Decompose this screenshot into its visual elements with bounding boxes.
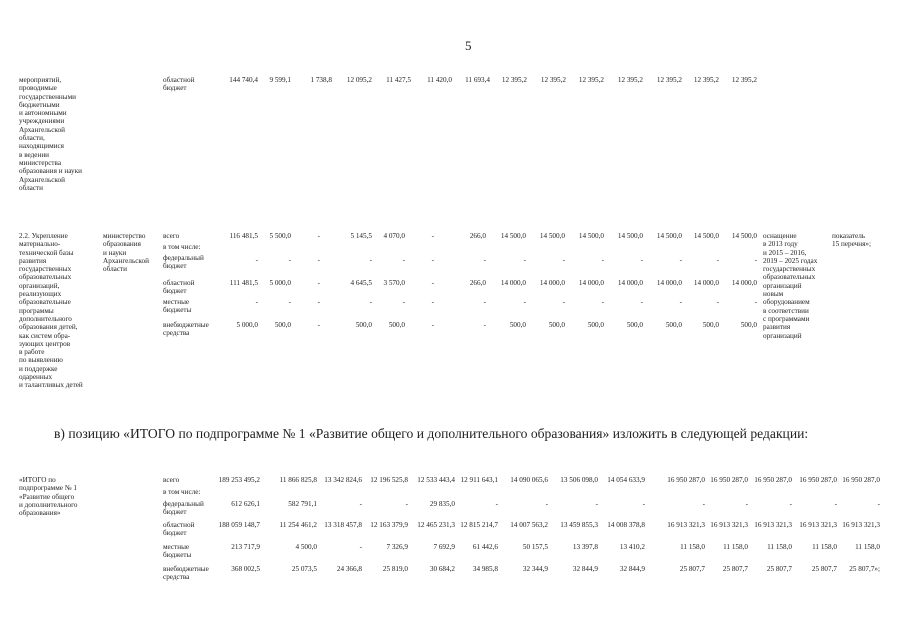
- row1-value-cell: 9 599,1: [269, 76, 291, 84]
- row2-value-cell: 14 000,0: [693, 279, 719, 287]
- row2-value-cell: -: [369, 256, 372, 264]
- row2-value-cell: 500,0: [355, 321, 372, 329]
- total-value-cell: 213 717,9: [231, 543, 260, 551]
- row2-source-local: местные бюджеты: [163, 298, 192, 315]
- total-source-local: местные бюджеты: [163, 543, 192, 560]
- total-value-cell: 14 007 563,2: [510, 521, 548, 529]
- row1-name: мероприятий, проводимые государственными бюджетными и автономными учреждениями Архангельской области, находящимися в ведении министерства образования и науки Архангельской области: [19, 76, 82, 192]
- total-value-cell: 12 911 643,1: [460, 476, 498, 484]
- row2-value-cell: 500,0: [665, 321, 682, 329]
- total-value-cell: 11 158,0: [723, 543, 748, 551]
- total-value-cell: 16 913 321,3: [667, 521, 705, 529]
- row1-value-cell: 12 395,2: [540, 76, 566, 84]
- row2-value-cell: -: [562, 256, 565, 264]
- total-value-cell: 13 342 824,6: [324, 476, 362, 484]
- row1-value-cell: 12 095,2: [346, 76, 372, 84]
- row2-value-cell: 500,0: [388, 321, 405, 329]
- total-value-cell: -: [877, 500, 880, 508]
- total-value-cell: 14 090 065,6: [510, 476, 548, 484]
- row2-value-cell: 500,0: [702, 321, 719, 329]
- row1-value-cell: 12 395,2: [617, 76, 643, 84]
- row2-value-cell: -: [640, 256, 643, 264]
- row1-value-cell: 12 395,2: [578, 76, 604, 84]
- total-source-extrabudget: внебюджетные средства: [163, 565, 209, 582]
- total-value-cell: 11 158,0: [680, 543, 705, 551]
- row2-source-incl: в том числе:: [163, 243, 201, 251]
- row2-source-federal: федеральный бюджет: [163, 254, 204, 271]
- page-number: 5: [465, 38, 472, 53]
- total-value-cell: -: [595, 500, 598, 508]
- row2-value-cell: -: [402, 256, 405, 264]
- row2-value-cell: -: [317, 232, 320, 240]
- row2-value-cell: 500,0: [548, 321, 565, 329]
- total-value-cell: 29 835,0: [429, 500, 455, 508]
- total-value-cell: 32 344,9: [522, 565, 548, 573]
- row2-executor: министерство образования и науки Архангельской области: [103, 232, 149, 274]
- row2-value-cell: 14 500,0: [656, 232, 682, 240]
- total-value-cell: 14 054 633,9: [607, 476, 645, 484]
- total-value-cell: -: [702, 500, 705, 508]
- row2-value-cell: 14 500,0: [539, 232, 565, 240]
- row2-value-cell: 14 000,0: [656, 279, 682, 287]
- total-value-cell: 11 158,0: [855, 543, 880, 551]
- total-value-cell: 7 326,9: [386, 543, 408, 551]
- row2-value-cell: 3 570,0: [383, 279, 405, 287]
- row2-value-cell: 14 000,0: [731, 279, 757, 287]
- row2-value-cell: -: [601, 298, 604, 306]
- row2-value-cell: 4 070,0: [383, 232, 405, 240]
- row1-source: областной бюджет: [163, 76, 195, 93]
- row2-value-cell: 111 481,5: [229, 279, 258, 287]
- row2-value-cell: 5 500,0: [269, 232, 291, 240]
- total-source-federal: федеральный бюджет: [163, 500, 204, 517]
- row1-value-cell: 11 420,0: [427, 76, 452, 84]
- total-value-cell: 11 158,0: [812, 543, 837, 551]
- total-value-cell: 12 533 443,4: [417, 476, 455, 484]
- row2-value-cell: -: [431, 256, 434, 264]
- total-value-cell: 188 059 148,7: [218, 521, 260, 529]
- row2-value-cell: 14 500,0: [578, 232, 604, 240]
- total-value-cell: 25 807,7: [811, 565, 837, 573]
- row2-value-cell: -: [431, 321, 434, 329]
- row1-value-cell: 12 395,2: [731, 76, 757, 84]
- total-value-cell: 34 985,8: [472, 565, 498, 573]
- total-value-cell: 13 410,2: [619, 543, 645, 551]
- total-value-cell: -: [545, 500, 548, 508]
- total-value-cell: 16 913 321,3: [754, 521, 792, 529]
- row1-value-cell: 12 395,2: [501, 76, 527, 84]
- total-value-cell: 11 158,0: [767, 543, 792, 551]
- total-value-cell: 16 950 287,0: [710, 476, 748, 484]
- row2-value-cell: -: [255, 256, 258, 264]
- row2-value-cell: 5 145,5: [350, 232, 372, 240]
- row2-value-cell: -: [483, 256, 486, 264]
- row2-source-all: всего: [163, 232, 180, 240]
- total-source-all: всего: [163, 476, 180, 484]
- row1-value-cell: 11 427,5: [386, 76, 411, 84]
- total-value-cell: 25 807,7»;: [849, 565, 880, 573]
- row2-value-cell: 4 645,5: [350, 279, 372, 287]
- total-value-cell: -: [359, 500, 362, 508]
- total-value-cell: 12 465 231,3: [417, 521, 455, 529]
- total-value-cell: -: [359, 543, 362, 551]
- row1-value-cell: 12 395,2: [656, 76, 682, 84]
- total-value-cell: 11 866 825,8: [279, 476, 317, 484]
- total-value-cell: -: [642, 500, 645, 508]
- total-value-cell: -: [495, 500, 498, 508]
- total-source-incl: в том числе:: [163, 488, 201, 496]
- row2-value-cell: -: [754, 298, 757, 306]
- row2-value-cell: 14 000,0: [617, 279, 643, 287]
- row2-value-cell: -: [317, 279, 320, 287]
- total-value-cell: 13 397,8: [572, 543, 598, 551]
- total-value-cell: 25 073,5: [291, 565, 317, 573]
- total-value-cell: 368 002,5: [231, 565, 260, 573]
- row2-value-cell: -: [317, 256, 320, 264]
- total-value-cell: -: [834, 500, 837, 508]
- row2-value-cell: -: [255, 298, 258, 306]
- row2-value-cell: 266,0: [469, 232, 486, 240]
- row2-value-cell: 266,0: [469, 279, 486, 287]
- total-value-cell: 4 500,0: [295, 543, 317, 551]
- row2-value-cell: -: [640, 298, 643, 306]
- row2-value-cell: -: [601, 256, 604, 264]
- row2-value-cell: -: [483, 321, 486, 329]
- row1-value-cell: 11 693,4: [465, 76, 490, 84]
- row2-source-regional: областной бюджет: [163, 279, 195, 296]
- row2-value-cell: 116 481,5: [229, 232, 258, 240]
- row2-value-cell: 5 000,0: [236, 321, 258, 329]
- row2-name: 2.2. Укрепление материально- технической базы развития государственных образовательных организаций, реализующих образовательные программы дополнительного образования детей, как систем обра- зующих центров в работе по выявлению и поддержке одаренных и талантливых детей: [19, 232, 83, 390]
- row2-value-cell: -: [288, 298, 291, 306]
- total-value-cell: 12 815 214,7: [460, 521, 498, 529]
- row2-value-cell: 500,0: [509, 321, 526, 329]
- total-value-cell: 13 459 855,3: [560, 521, 598, 529]
- row2-value-cell: 14 000,0: [539, 279, 565, 287]
- total-value-cell: 13 506 098,0: [560, 476, 598, 484]
- row2-result: оснащение в 2013 году и 2015 – 2016, 2019 – 2025 годах государственных образовательных организаций новым оборудованием в соответствии с программами развития организаций: [763, 232, 818, 340]
- total-value-cell: -: [789, 500, 792, 508]
- total-value-cell: 612 626,1: [231, 500, 260, 508]
- row2-value-cell: -: [288, 256, 291, 264]
- total-value-cell: -: [405, 500, 408, 508]
- total-value-cell: 14 008 378,8: [607, 521, 645, 529]
- row1-value-cell: 12 395,2: [693, 76, 719, 84]
- row2-value-cell: 14 500,0: [693, 232, 719, 240]
- total-value-cell: 12 196 525,8: [370, 476, 408, 484]
- row2-value-cell: 500,0: [626, 321, 643, 329]
- total-value-cell: 25 807,7: [679, 565, 705, 573]
- total-value-cell: 16 913 321,3: [799, 521, 837, 529]
- total-value-cell: 32 844,9: [572, 565, 598, 573]
- total-value-cell: 16 950 287,0: [754, 476, 792, 484]
- total-value-cell: 12 163 379,9: [370, 521, 408, 529]
- total-value-cell: 16 913 321,3: [842, 521, 880, 529]
- row2-value-cell: 5 000,0: [269, 279, 291, 287]
- row2-value-cell: -: [523, 256, 526, 264]
- total-value-cell: 61 442,6: [472, 543, 498, 551]
- row2-value-cell: -: [716, 298, 719, 306]
- total-name: «ИТОГО по подпрограмме № 1 «Развитие общего и дополнительного образования»: [19, 476, 78, 518]
- row2-value-cell: -: [317, 298, 320, 306]
- row2-value-cell: -: [562, 298, 565, 306]
- row2-value-cell: -: [369, 298, 372, 306]
- row2-value-cell: -: [431, 232, 434, 240]
- total-value-cell: 16 950 287,0: [842, 476, 880, 484]
- row2-value-cell: -: [679, 298, 682, 306]
- total-value-cell: 25 807,7: [722, 565, 748, 573]
- total-value-cell: 25 807,7: [766, 565, 792, 573]
- row2-value-cell: 14 500,0: [500, 232, 526, 240]
- total-value-cell: 32 844,9: [619, 565, 645, 573]
- total-value-cell: 16 950 287,0: [799, 476, 837, 484]
- row2-value-cell: -: [716, 256, 719, 264]
- row2-indicator: показатель 15 перечня»;: [832, 232, 871, 249]
- row2-value-cell: -: [679, 256, 682, 264]
- row2-value-cell: 14 000,0: [500, 279, 526, 287]
- total-value-cell: 11 254 461,2: [279, 521, 317, 529]
- total-value-cell: -: [745, 500, 748, 508]
- total-value-cell: 30 684,2: [429, 565, 455, 573]
- row2-value-cell: -: [483, 298, 486, 306]
- row2-value-cell: 500,0: [587, 321, 604, 329]
- total-source-regional: областной бюджет: [163, 521, 195, 538]
- row2-value-cell: 14 000,0: [578, 279, 604, 287]
- row2-value-cell: 14 500,0: [617, 232, 643, 240]
- row1-value-cell: 1 738,8: [310, 76, 332, 84]
- total-value-cell: 13 318 457,8: [324, 521, 362, 529]
- total-value-cell: 189 253 495,2: [218, 476, 260, 484]
- total-value-cell: 24 366,8: [336, 565, 362, 573]
- row2-value-cell: -: [523, 298, 526, 306]
- total-value-cell: 16 913 321,3: [710, 521, 748, 529]
- row1-value-cell: 144 740,4: [229, 76, 258, 84]
- instruction-paragraph: в) позицию «ИТОГО по подпрограмме № 1 «Развитие общего и дополнительного образования» изложить в следующей редакции:: [54, 426, 809, 441]
- total-value-cell: 7 692,9: [433, 543, 455, 551]
- total-value-cell: 25 819,0: [382, 565, 408, 573]
- row2-source-extrabudget: внебюджетные средства: [163, 321, 209, 338]
- row2-value-cell: -: [754, 256, 757, 264]
- row2-value-cell: 500,0: [274, 321, 291, 329]
- row2-value-cell: -: [431, 298, 434, 306]
- row2-value-cell: -: [402, 298, 405, 306]
- total-value-cell: 50 157,5: [522, 543, 548, 551]
- total-value-cell: 16 950 287,0: [667, 476, 705, 484]
- row2-value-cell: 14 500,0: [731, 232, 757, 240]
- row2-value-cell: 500,0: [740, 321, 757, 329]
- row2-value-cell: -: [317, 321, 320, 329]
- total-value-cell: 582 791,1: [288, 500, 317, 508]
- row2-value-cell: -: [431, 279, 434, 287]
